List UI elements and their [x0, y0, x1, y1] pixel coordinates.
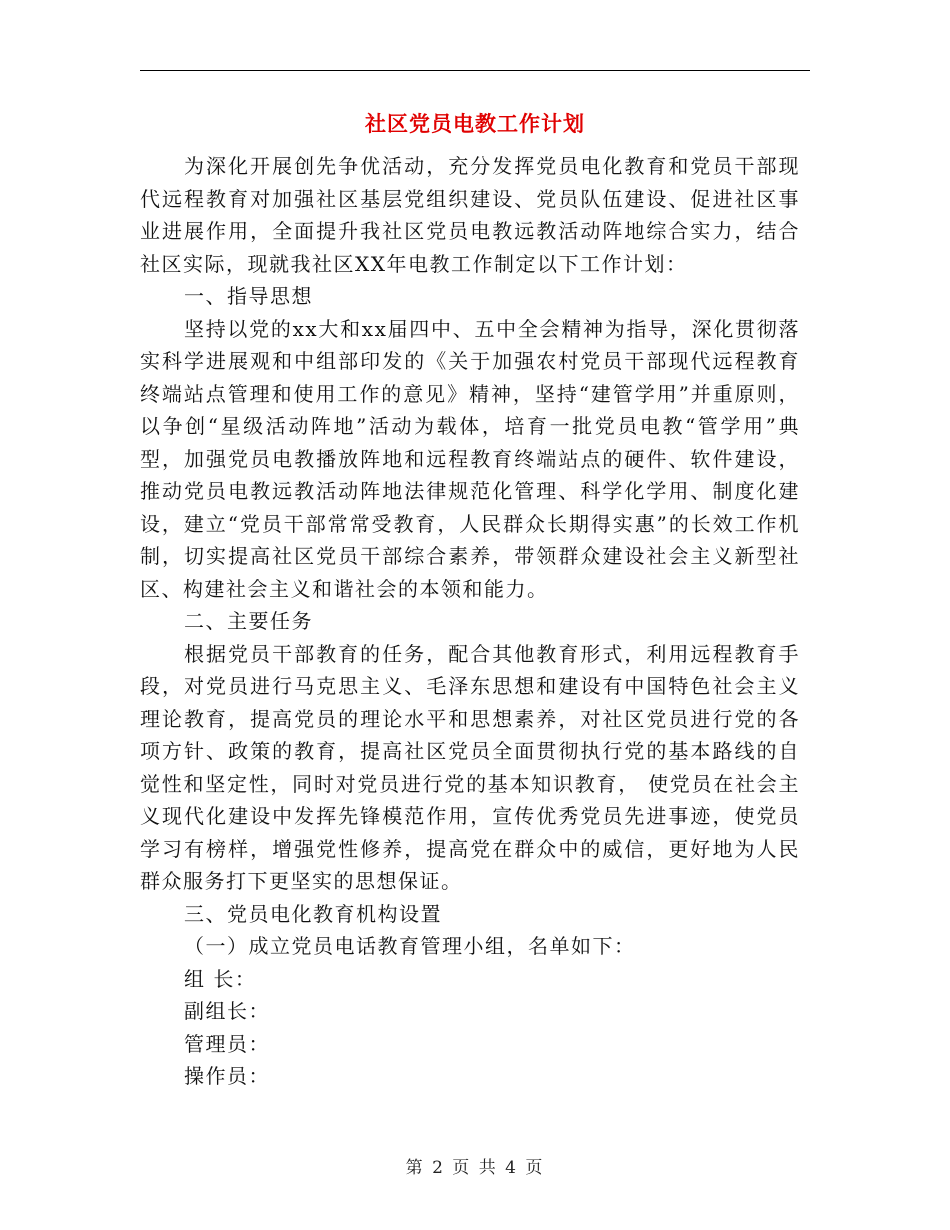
roster-operator: 操作员： [184, 1064, 270, 1088]
roster-administrator: 管理员： [184, 1031, 270, 1056]
roster-leader: 组 长： [184, 966, 257, 991]
document-body [140, 150, 800, 1093]
section-heading-main-tasks: 二、主要任务 [184, 609, 313, 633]
section-subheading-group: （一）成立党员电话教育管理小组，名单如下： [184, 934, 636, 958]
section-heading-organization: 三、党员电化教育机构设置 [184, 901, 442, 926]
section-heading-guiding-thought: 一、指导思想 [184, 284, 313, 308]
section-body-guiding-thought: 坚持以党的xx大和xx届四中、五中全会精神为指导，深化贯彻落实科学进展观和中组部印发的《关于加强农村党员干部现代远程教育终端站点管理和使用工作的意见》精神，坚持“建管学用”并重原则，以争创“星级活动阵地”活动为载体，培育一批党员电教“管学用”典型，加强党员电教播放阵地和远程教育终端站点的硬件、软件建设，推动党员电教远教活动阵地法律规范化管理、科学化学用、制度化建设，建立“党员干部常常受教育，人民群众长期得实惠”的长效工作机制，切实提高社区党员干部综合素养，带领群众建设社会主义新型社区、构建社会主义和谐社会的本领和能力。 [140, 316, 800, 601]
intro-paragraph: 为深化开展创先争优活动，充分发挥党员电化教育和党员干部现代远程教育对加强社区基层党组织建设、党员队伍建设、促进社区事业进展作用，全面提升我社区党员电教远教活动阵地综合实力，结合社区实际，现就我社区XX年电教工作制定以下工作计划： [140, 154, 800, 276]
header-rule [140, 70, 810, 71]
roster-deputy-leader: 副组长： [184, 999, 270, 1023]
page-number-footer: 第 2 页 共 4 页 [405, 1158, 545, 1178]
section-body-main-tasks: 根据党员干部教育的任务，配合其他教育形式，利用远程教育手段，对党员进行马克思主义、毛泽东思想和建设有中国特色社会主义理论教育，提高党员的理论水平和思想素养，对社区党员进行党的各项方针、政策的教育，提高社区党员全面贯彻执行党的基本路线的自觉性和坚定性，同时对党员进行党的基本知识教育， 使党员在社会主义现代化建设中发挥先锋模范作用，宣传优秀党员先进事迹，使党员学习有榜样，增强党性修养，提高党在群众中的威信，更好地为人民群众服务打下更坚实的思想保证。 [140, 641, 800, 893]
document-title: 社区党员电教工作计划 [365, 112, 585, 136]
